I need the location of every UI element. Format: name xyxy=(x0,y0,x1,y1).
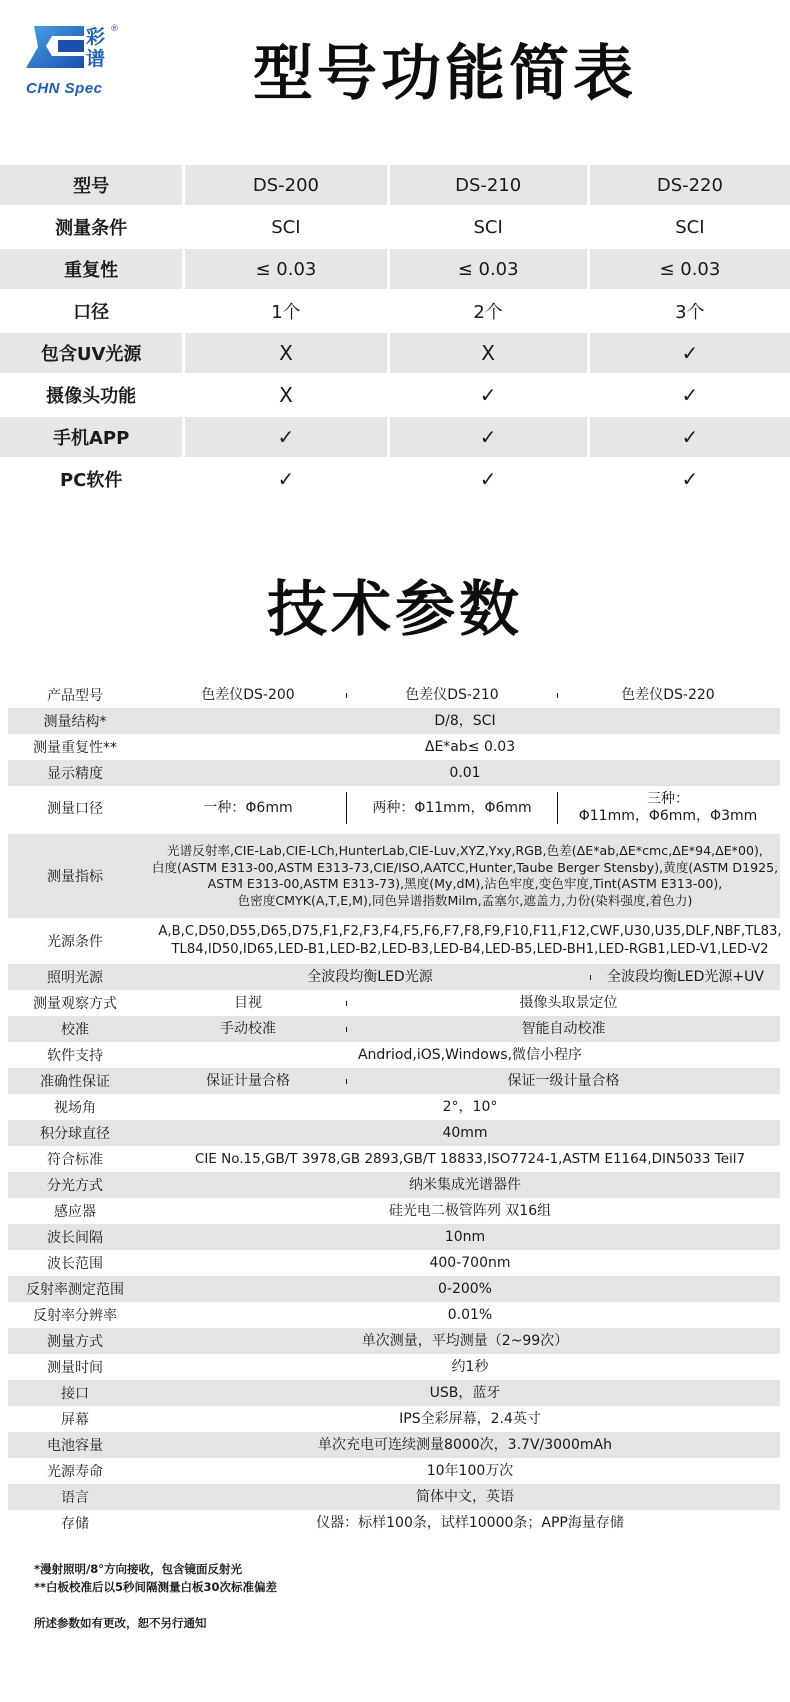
cross-icon: X xyxy=(185,375,386,415)
compare-row xyxy=(0,459,790,499)
spec-row-precision: 显示精度 0.01 xyxy=(8,760,780,786)
spec-row-indices: 测量指标 光谱反射率,CIE-Lab,CIE-LCh,HunterLab,CIE-Luv,XYZ,Yxy,RGB,色差(ΔE*ab,ΔE*cmc,ΔE*94,ΔE*00), 白度(ASTM E313-00,ASTM E313-73,CIE/ISO,AATCC,Hunter,Taube Berger Stensby),黄度(ASTM D1925, ASTM E313-00,ASTM E313-73),黑度(My,dM),沾色牢度,变色牢度,Tint(ASTM E313-00), 色密度CMYK(A,T,E,M),同色异谱指数Milm,孟塞尔,遮盖力,力份(染料强度,着色力) xyxy=(8,834,780,918)
compare-cell: SCI xyxy=(390,207,587,247)
compare-cell: SCI xyxy=(185,207,386,247)
compare-cell: DS-220 xyxy=(590,165,790,205)
compare-row-label: 摄像头功能 xyxy=(0,375,182,415)
compare-row-label: 口径 xyxy=(0,291,182,331)
spec-table xyxy=(0,682,790,1536)
spec-row-sphere: 积分球直径 40mm xyxy=(8,1120,780,1146)
spec-row-calibration: 校准 手动校准 智能自动校准 xyxy=(8,1016,780,1042)
compare-row-label: 重复性 xyxy=(0,249,182,289)
compare-row xyxy=(0,333,790,373)
compare-cell: DS-210 xyxy=(390,165,587,205)
check-icon: ✓ xyxy=(590,375,790,415)
spec-row-view-angle: 视场角 2°，10° xyxy=(54,1098,498,1116)
spec-row-light-conditions: 光源条件 A,B,C,D50,D55,D65,D75,F1,F2,F3,F4,F5,F6,F7,F8,F9,F10,F11,F12,CWF,U30,U35,DLF,NBF,TL83, TL84,ID50,ID65,LED-B1,LED-B2,LED-B3,LED-B4,LED-B5,LED-BH1,LED-RGB1,LED-V1,LED-V2 xyxy=(47,924,782,957)
compare-cell: 3个 xyxy=(590,291,790,331)
compare-cell: ≤ 0.03 xyxy=(185,249,386,289)
compare-cell: 1个 xyxy=(185,291,386,331)
compare-cell: ≤ 0.03 xyxy=(390,249,587,289)
spec-row-storage: 存储 仪器：标样100条，试样10000条；APP海量存储 xyxy=(61,1514,624,1532)
spec-row-language: 语言 简体中文，英语 xyxy=(8,1484,780,1510)
compare-row xyxy=(0,207,790,247)
spec-row-screen: 屏幕 IPS全彩屏幕，2.4英寸 xyxy=(61,1410,541,1428)
spec-row-structure: 测量结构* D/8，SCI xyxy=(8,708,780,734)
footnote-1: *漫射照明/8°方向接收，包含镜面反射光 xyxy=(34,1562,242,1576)
compare-cell: 2个 xyxy=(390,291,587,331)
spec-row-split: 分光方式 纳米集成光谱器件 xyxy=(8,1172,780,1198)
check-icon: ✓ xyxy=(590,417,790,457)
compare-row xyxy=(0,417,790,457)
compare-row xyxy=(0,249,790,289)
spec-row-illumination: 照明光源 全波段均衡LED光源 全波段均衡LED光源+UV xyxy=(8,964,780,990)
spec-row-software: 软件支持 Andriod,iOS,Windows,微信小程序 xyxy=(47,1046,583,1064)
compare-row-label: 手机APP xyxy=(0,417,182,457)
specs-title: 技术参数 xyxy=(267,575,523,645)
check-icon: ✓ xyxy=(590,459,790,499)
footnote-disclaimer: 所述参数如有更改，恕不另行通知 xyxy=(34,1616,207,1630)
spec-row-observe: 测量观察方式 目视 摄像头取景定位 xyxy=(33,994,618,1012)
check-icon: ✓ xyxy=(590,333,790,373)
spec-row-method: 测量方式 单次测量，平均测量（2~99次） xyxy=(8,1328,780,1354)
logo-en-text: CHN Spec xyxy=(26,80,103,97)
spec-row-accuracy: 准确性保证 保证计量合格 保证一级计量合格 xyxy=(8,1068,780,1094)
cross-icon: X xyxy=(185,333,386,373)
compare-cell: DS-200 xyxy=(185,165,386,205)
check-icon: ✓ xyxy=(185,459,386,499)
compare-row-label: 包含UV光源 xyxy=(0,333,182,373)
model-compare-table xyxy=(0,165,790,501)
spec-row-interval: 波长间隔 10nm xyxy=(8,1224,780,1250)
compare-row-label: 测量条件 xyxy=(0,207,182,247)
check-icon: ✓ xyxy=(390,459,587,499)
check-icon: ✓ xyxy=(390,417,587,457)
compare-header-row xyxy=(0,165,790,205)
compare-row xyxy=(0,375,790,415)
compare-cell: ≤ 0.03 xyxy=(590,249,790,289)
cross-icon: X xyxy=(390,333,587,373)
compare-row-label: PC软件 xyxy=(0,459,182,499)
footnotes xyxy=(34,1560,277,1632)
spec-row-sensor: 感应器 硅光电二极管阵列 双16组 xyxy=(54,1202,552,1220)
logo-registered-mark: ® xyxy=(110,24,119,34)
logo-cn-text: 彩 谱 xyxy=(86,26,106,70)
compare-row-label: 型号 xyxy=(0,165,182,205)
check-icon: ✓ xyxy=(390,375,587,415)
spec-row-aperture: 测量口径 一种：Φ6mm 两种：Φ11mm，Φ6mm 三种： Φ11mm，Φ6mm，Φ3mm xyxy=(47,791,758,824)
check-icon: ✓ xyxy=(185,417,386,457)
compare-row xyxy=(0,291,790,331)
compare-cell: SCI xyxy=(590,207,790,247)
spec-row-port: 接口 USB，蓝牙 xyxy=(8,1380,780,1406)
spec-row-standard: 符合标准 CIE No.15,GB/T 3978,GB 2893,GB/T 18833,ISO7724-1,ASTM E1164,DIN5033 Teil7 xyxy=(47,1150,746,1168)
spec-row-range: 波长范围 400-700nm xyxy=(47,1254,511,1272)
spec-row-battery: 电池容量 单次充电可连续测量8000次，3.7V/3000mAh xyxy=(8,1432,780,1458)
compare-title: 型号功能简表 xyxy=(253,39,637,109)
spec-row-refl-range: 反射率测定范围 0-200% xyxy=(8,1276,780,1302)
spec-row-time: 测量时间 约1秒 xyxy=(47,1358,489,1376)
spec-row-life: 光源寿命 10年100万次 xyxy=(47,1462,514,1480)
spec-row-model: 产品型号 色差仪DS-200 色差仪DS-210 色差仪DS-220 xyxy=(47,686,715,704)
spec-row-refl-resolution: 反射率分辨率 0.01% xyxy=(33,1306,493,1324)
footnote-2: **白板校准后以5秒间隔测量白板30次标准偏差 xyxy=(34,1580,278,1594)
spec-row-repeat: 测量重复性** ΔE*ab≤ 0.03 xyxy=(33,738,516,756)
